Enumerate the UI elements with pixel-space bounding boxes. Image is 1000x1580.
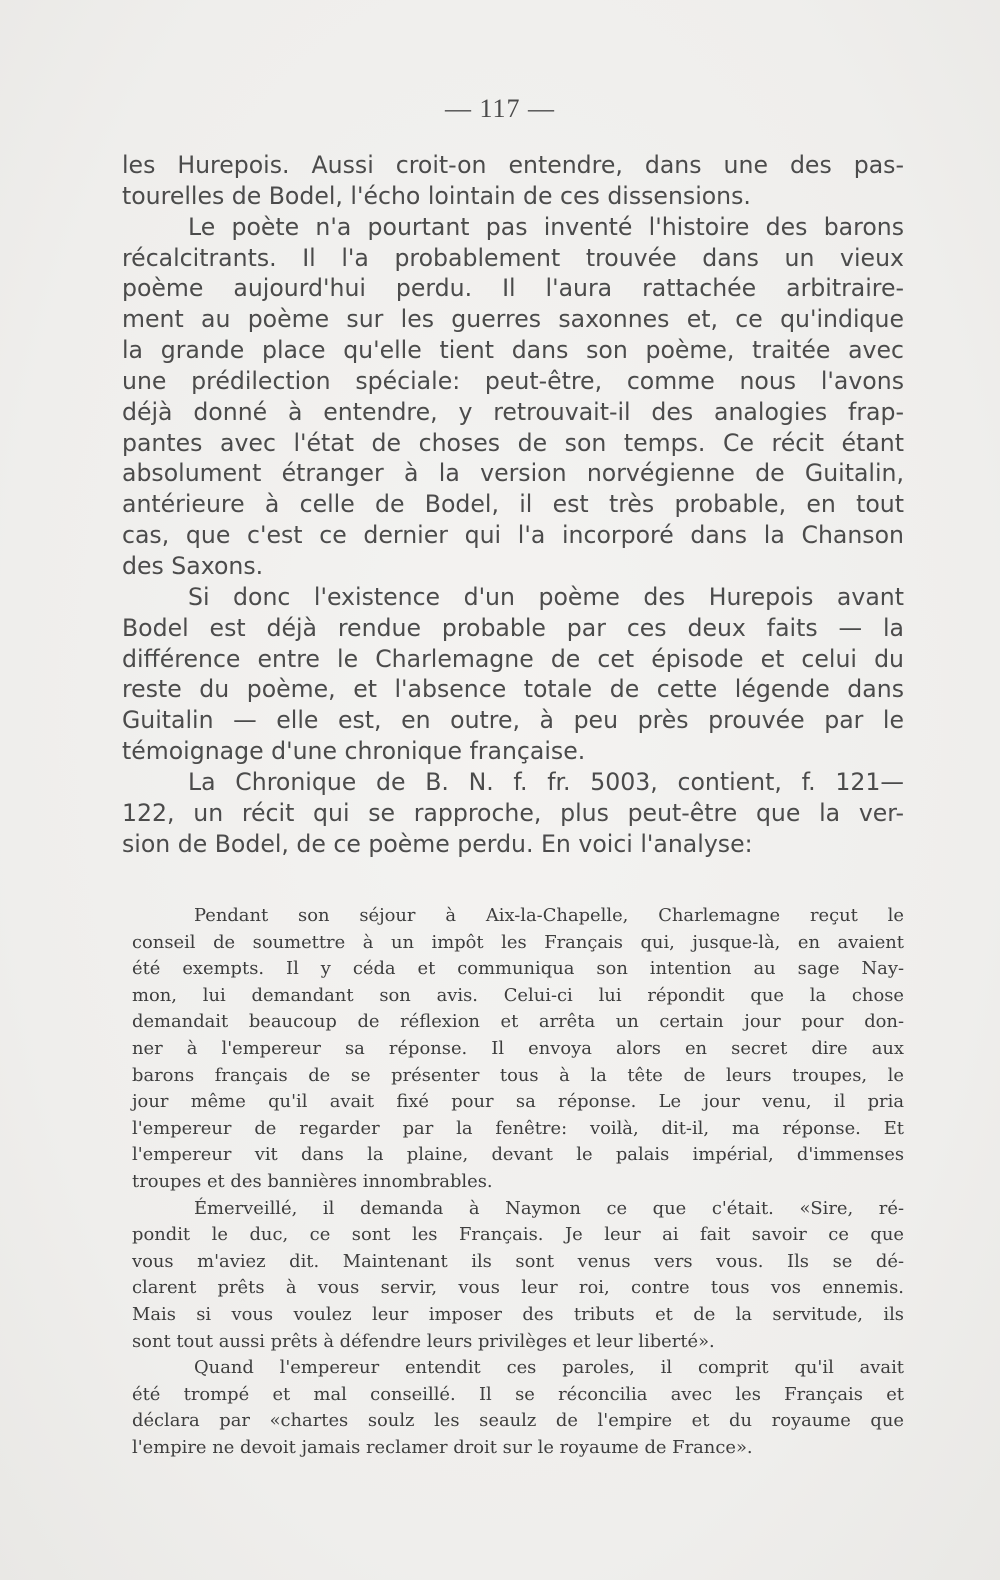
text-line: vous m'aviez dit. Maintenant ils sont venus vers vous. Ils se dé- [132,1250,904,1272]
quoted-chronicle-summary [132,903,904,1461]
text-line: récalcitrants. Il l'a probablement trouvée dans un vieux [122,243,904,272]
text-line: mon, lui demandant son avis. Celui-ci lui répondit que la chose [132,984,904,1006]
text-line: cas, que c'est ce dernier qui l'a incorporé dans la Chanson [122,521,904,550]
text-line: déjà donné à entendre, y retrouvait-il des analogies frap- [122,397,904,426]
paragraph [122,767,904,860]
text-line: Guitalin — elle est, en outre, à peu près prouvée par le [122,706,904,735]
text-line: Bodel est déjà rendue probable par ces deux faits — la [122,613,904,642]
text-line: barons français de se présenter tous à la tête de leurs troupes, le [132,1064,904,1086]
text-line: les Hurepois. Aussi croit-on entendre, dans une des pas- [122,151,904,179]
paragraph [122,212,904,582]
text-line: la grande place qu'elle tient dans son poème, traitée avec [122,336,904,365]
text-line: antérieure à celle de Bodel, il est très probable, en tout [122,490,904,519]
text-line: pondit le duc, ce sont les Français. Je leur ai fait savoir ce que [132,1224,904,1246]
text-line: l'empire ne devoit jamais reclamer droit sur le royaume de France». [132,1436,753,1458]
text-line: l'empereur vit dans la plaine, devant le palais impérial, d'immenses [132,1144,904,1166]
text-line: déclara par «chartes soulz les seaulz de l'empire et du royaume que [132,1410,904,1432]
text-line: des Saxons. [122,551,264,580]
text-line: demandait beaucoup de réflexion et arrêta un certain jour pour don- [132,1011,904,1033]
text-line: l'empereur de regarder par la fenêtre: voilà, dit-il, ma réponse. Et [132,1117,904,1139]
text-line: ment au poème sur les guerres saxonnes et, ce qu'indique [122,305,904,334]
text-line: été exempts. Il y céda et communiqua son intention au sage Nay- [132,958,904,980]
text-line: témoignage d'une chronique française. [122,737,586,766]
text-line: poème aujourd'hui perdu. Il l'aura rattachée arbitraire- [122,274,904,303]
paragraph [122,582,904,767]
text-line: une prédilection spéciale: peut-être, comme nous l'avons [122,366,904,395]
text-line: conseil de soumettre à un impôt les Français qui, jusque-là, en avaient [132,931,904,953]
text-line: absolument étranger à la version norvégienne de Guitalin, [122,459,904,488]
quote-paragraph [132,1196,904,1356]
text-line: Émerveillé, il demanda à Naymon ce que c'était. «Sire, ré- [194,1197,904,1219]
quote-paragraph [132,1355,904,1461]
text-line: jour même qu'il avait fixé pour sa réponse. Le jour venu, il pria [132,1091,904,1113]
text-line: pantes avec l'état de choses de son temps. Ce récit étant [122,428,904,457]
text-line: reste du poème, et l'absence totale de cette légende dans [122,675,904,704]
page-number: — 117 — [444,94,556,123]
paragraph [122,150,904,212]
quote-paragraph [132,903,904,1196]
text-line: 122, un récit qui se rapproche, plus peut-être que la ver- [122,798,904,827]
text-line: troupes et des bannières innombrables. [132,1170,493,1192]
text-line: Pendant son séjour à Aix-la-Chapelle, Charlemagne reçut le [194,905,904,926]
text-line: ner à l'empereur sa réponse. Il envoya alors en secret dire aux [132,1037,904,1059]
text-line: Le poète n'a pourtant pas inventé l'histoire des barons [188,212,904,241]
text-line: tourelles de Bodel, l'écho lointain de ces dissensions. [122,181,751,210]
text-line: sont tout aussi prêts à défendre leurs privilèges et leur liberté». [132,1330,715,1352]
text-line: clarent prêts à vous servir, vous leur roi, contre tous vos ennemis. [132,1277,904,1299]
text-line: été trompé et mal conseillé. Il se réconcilia avec les Français et [132,1383,904,1405]
text-line: sion de Bodel, de ce poème perdu. En voici l'analyse: [122,829,753,858]
text-line: Quand l'empereur entendit ces paroles, il comprit qu'il avait [194,1357,904,1379]
text-line: Mais si vous voulez leur imposer des tributs et de la servitude, ils [132,1303,904,1325]
main-text [122,150,904,859]
text-line: La Chronique de B. N. f. fr. 5003, contient, f. 121— [188,767,904,796]
text-line: différence entre le Charlemagne de cet épisode et celui du [122,644,904,673]
text-line: Si donc l'existence d'un poème des Hurepois avant [188,582,904,611]
